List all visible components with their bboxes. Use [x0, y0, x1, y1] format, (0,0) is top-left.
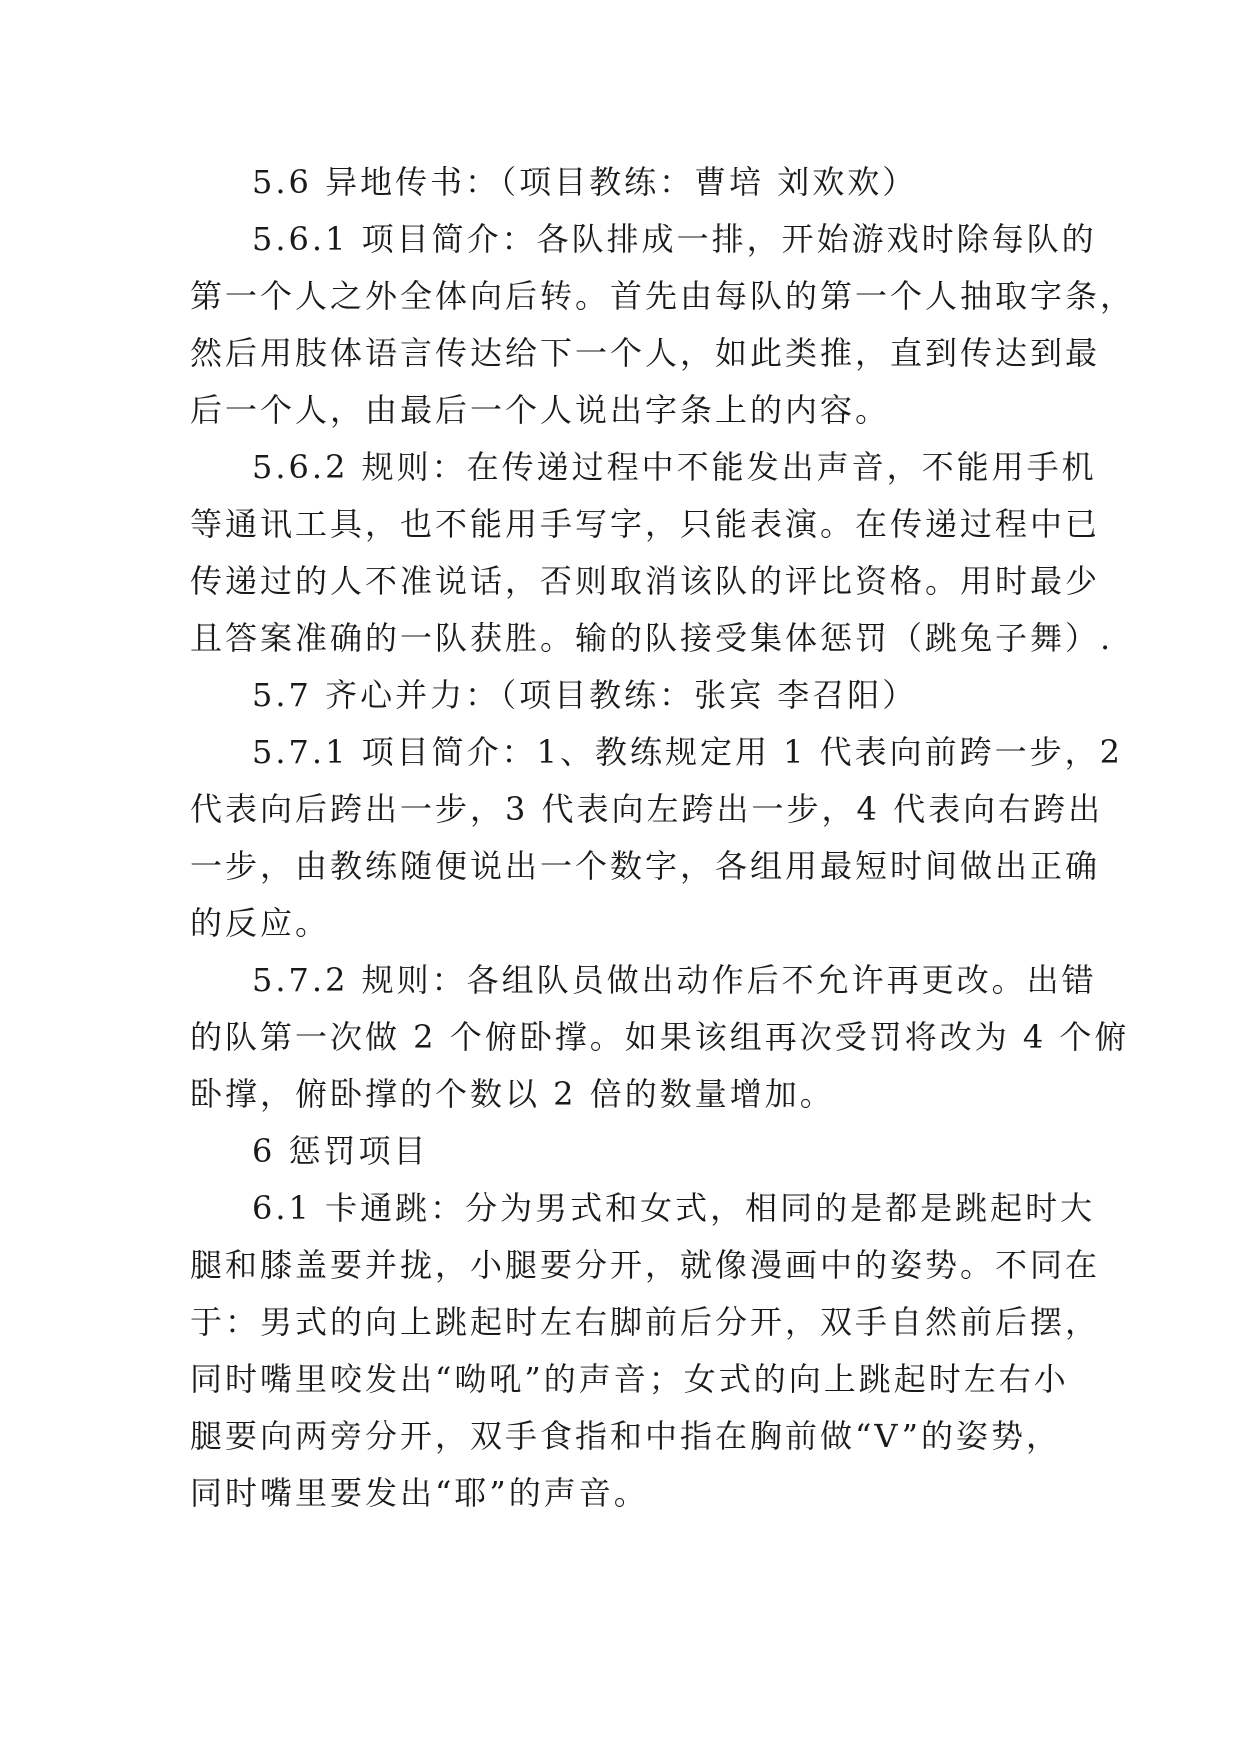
section-heading-5-6: 5.6 异地传书：（项目教练：曹培 刘欢欢）: [252, 163, 918, 201]
paragraph-line: 5.6.1 项目简介：各队排成一排，开始游戏时除每队的: [252, 220, 1097, 258]
paragraph-line: 代表向后跨出一步，3 代表向左跨出一步，4 代表向右跨出: [190, 790, 1104, 828]
paragraph-line: 5.7.2 规则：各组队员做出动作后不允许再更改。出错: [252, 961, 1097, 999]
paragraph-line: 后一个人，由最后一个人说出字条上的内容。: [190, 391, 891, 429]
paragraph-line: 然后用肢体语言传达给下一个人，如此类推，直到传达到最: [190, 334, 1101, 372]
paragraph-line: 传递过的人不准说话，否则取消该队的评比资格。用时最少: [190, 562, 1101, 600]
paragraph-line: 的队第一次做 2 个俯卧撑。如果该组再次受罚将改为 4 个俯: [190, 1018, 1130, 1056]
paragraph-line: 5.7.1 项目简介：1、教练规定用 1 代表向前跨一步，2: [252, 733, 1124, 771]
paragraph-line: 6.1 卡通跳：分为男式和女式，相同的是都是跳起时大: [252, 1189, 1096, 1227]
paragraph-line: 于：男式的向上跳起时左右脚前后分开，双手自然前后摆，: [190, 1303, 1101, 1341]
paragraph-line: 一步，由教练随便说出一个数字，各组用最短时间做出正确: [190, 847, 1101, 885]
paragraph-line: 且答案准确的一队获胜。输的队接受集体惩罚（跳兔子舞）.: [190, 619, 1114, 657]
paragraph-line: 卧撑，俯卧撑的个数以 2 倍的数量增加。: [190, 1075, 835, 1113]
paragraph-line: 等通讯工具，也不能用手写字，只能表演。在传递过程中已: [190, 505, 1101, 543]
paragraph-line: 同时嘴里要发出“耶”的声音。: [190, 1474, 649, 1512]
section-heading-5-7: 5.7 齐心并力：（项目教练：张宾 李召阳）: [252, 676, 918, 714]
paragraph-line: 腿要向两旁分开，双手食指和中指在胸前做“V”的姿势，: [190, 1417, 1062, 1455]
section-heading-6: 6 惩罚项目: [252, 1132, 429, 1170]
paragraph-line: 第一个人之外全体向后转。首先由每队的第一个人抽取字条，: [190, 277, 1136, 315]
paragraph-line: 的反应。: [190, 904, 331, 942]
paragraph-line: 同时嘴里咬发出“呦吼”的声音；女式的向上跳起时左右小: [190, 1360, 1069, 1398]
paragraph-line: 5.6.2 规则：在传递过程中不能发出声音，不能用手机: [252, 448, 1097, 486]
paragraph-line: 腿和膝盖要并拢，小腿要分开，就像漫画中的姿势。不同在: [190, 1246, 1101, 1284]
